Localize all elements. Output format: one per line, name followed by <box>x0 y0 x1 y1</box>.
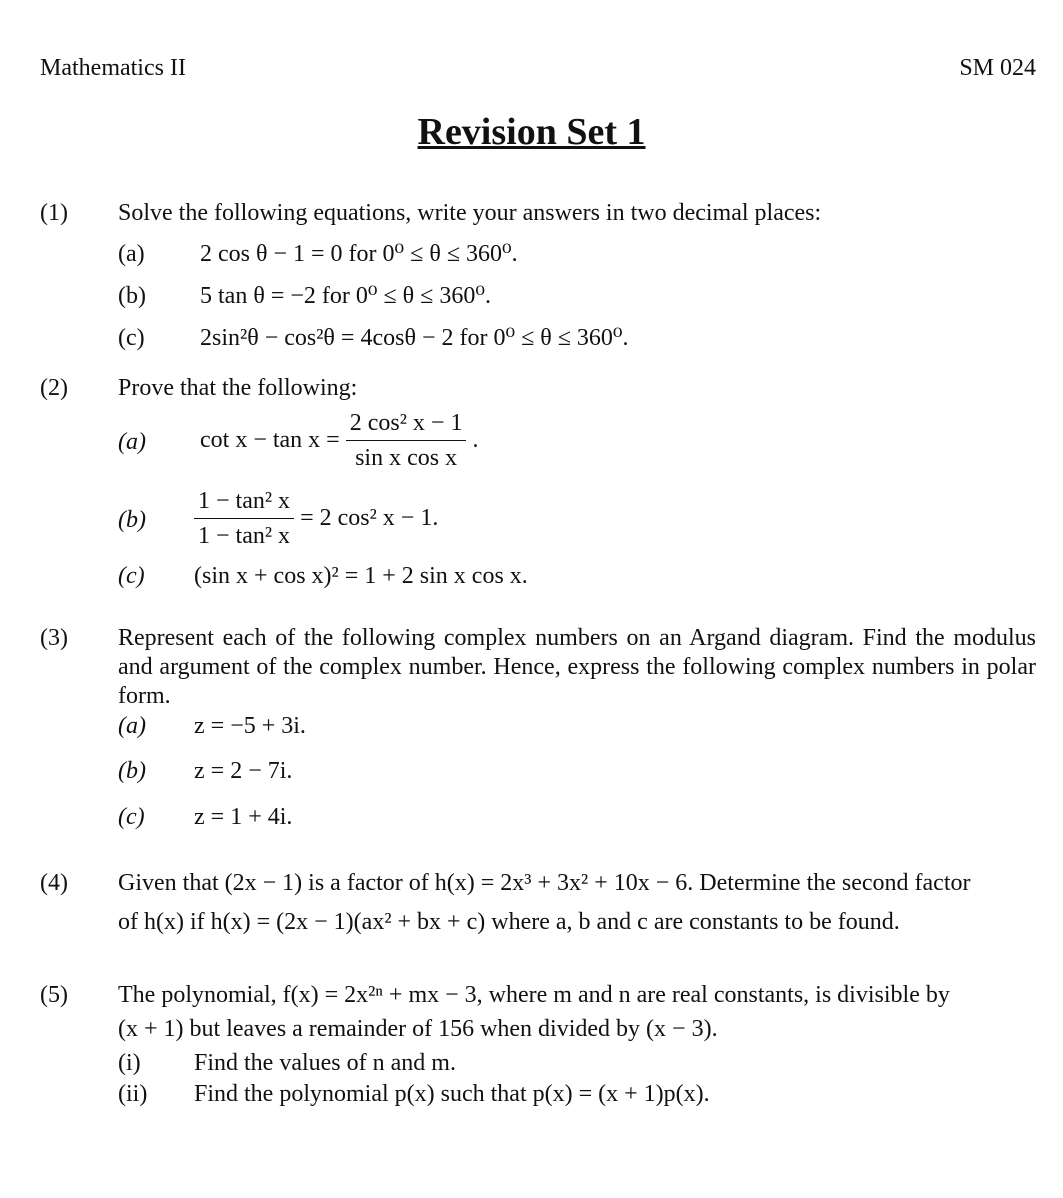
q2-a-lhs: cot x − tan x = <box>200 427 340 453</box>
q2-b-denominator: 1 − tan² x <box>198 523 291 549</box>
q2-a-denominator: sin x cos x <box>355 445 458 471</box>
q3-part-a-label: (a) <box>118 713 146 739</box>
q2-part-c-expr: (sin x + cos x)² = 1 + 2 sin x cos x. <box>194 563 528 589</box>
question-4-line-1: Given that (2x − 1) is a factor of h(x) = 2x³ + 3x² + 10x − 6. Determine the second factor <box>118 870 971 896</box>
question-3-text: Represent each of the following complex numbers on an Argand diagram. Find the modulus and argument of the complex number. Hence, express the following complex numbers in polar form. <box>118 625 1036 709</box>
q2-b-rhs: = 2 cos² x − 1. <box>300 505 439 531</box>
q3-part-a-expr: z = −5 + 3i. <box>194 713 306 739</box>
question-4-number: (4) <box>40 870 68 896</box>
q2-b-numerator: 1 − tan² x <box>194 486 294 519</box>
q2-part-b-label: (b) <box>118 507 146 533</box>
question-1-text: Solve the following equations, write your answers in two decimal places: <box>118 200 822 226</box>
q2-a-rhs: . <box>472 427 479 453</box>
q5-part-ii-text: Find the polynomial p(x) such that p(x) = (x + 1)p(x). <box>194 1081 710 1107</box>
q5-part-ii-label: (ii) <box>118 1081 148 1107</box>
q2-part-b-expr <box>194 486 438 551</box>
q2-b-fraction <box>194 486 294 551</box>
q2-part-c-label: (c) <box>118 563 145 589</box>
q1-part-b-label: (b) <box>118 283 146 309</box>
page-title: Revision Set 1 <box>417 111 646 153</box>
q5-part-i-label: (i) <box>118 1050 141 1076</box>
q3-part-c-label: (c) <box>118 804 145 830</box>
q2-part-a-label: (a) <box>118 429 146 455</box>
question-4-line-2: of h(x) if h(x) = (2x − 1)(ax² + bx + c) where a, b and c are constants to be found. <box>118 909 900 935</box>
question-5-line-2: (x + 1) but leaves a remainder of 156 when divided by (x − 3). <box>118 1016 718 1042</box>
question-2-number: (2) <box>40 375 68 401</box>
q5-part-i-text: Find the values of n and m. <box>194 1050 456 1076</box>
question-1-number: (1) <box>40 200 68 226</box>
q2-a-fraction <box>346 408 467 473</box>
question-5-number: (5) <box>40 982 68 1008</box>
q2-part-a-expr <box>200 408 478 473</box>
question-3-number: (3) <box>40 625 68 651</box>
q3-part-b-expr: z = 2 − 7i. <box>194 758 293 784</box>
q1-part-a-label: (a) <box>118 241 145 267</box>
q3-part-b-label: (b) <box>118 758 146 784</box>
q1-part-c-expr: 2sin²θ − cos²θ = 4cosθ − 2 for 0⁰ ≤ θ ≤ 360⁰. <box>200 325 629 351</box>
course-name: Mathematics II <box>40 55 186 81</box>
question-5-line-1: The polynomial, f(x) = 2x²ⁿ + mx − 3, where m and n are real constants, is divisible by <box>118 982 950 1008</box>
q1-part-a-expr: 2 cos θ − 1 = 0 for 0⁰ ≤ θ ≤ 360⁰. <box>200 241 518 267</box>
q3-part-c-expr: z = 1 + 4i. <box>194 804 293 830</box>
q1-part-c-label: (c) <box>118 325 145 351</box>
q2-a-numerator: 2 cos² x − 1 <box>346 408 467 441</box>
q1-part-b-expr: 5 tan θ = −2 for 0⁰ ≤ θ ≤ 360⁰. <box>200 283 491 309</box>
course-code: SM 024 <box>959 55 1036 81</box>
question-2-text: Prove that the following: <box>118 375 358 401</box>
